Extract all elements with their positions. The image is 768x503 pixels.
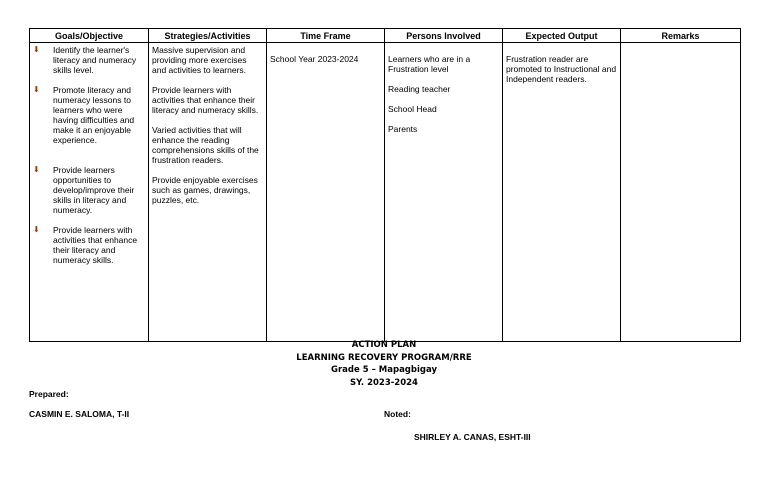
persons-cell xyxy=(385,43,503,342)
table-header-row xyxy=(30,29,741,43)
title-line-action-plan: ACTION PLAN xyxy=(351,340,417,350)
expected-output-cell xyxy=(503,43,621,342)
goal-item xyxy=(33,85,145,145)
header-remarks: Remarks xyxy=(621,29,741,43)
arrow-bullet-icon: ⬇︎ xyxy=(33,45,40,54)
strategy-text: Massive supervision and providing more exercises and activities to learners. xyxy=(152,45,247,75)
person-text: Learners who are in a Frustration level xyxy=(388,54,471,74)
prepared-label: Prepared: xyxy=(29,389,69,399)
arrow-bullet-icon: ⬇︎ xyxy=(33,165,40,174)
goal-item xyxy=(33,225,145,265)
goal-item xyxy=(33,45,145,75)
strategies-cell xyxy=(149,43,267,342)
arrow-bullet-icon: ⬇︎ xyxy=(33,225,40,234)
header-expected-output: Expected Output xyxy=(503,29,621,43)
title-line-program: LEARNING RECOVERY PROGRAM/RRE xyxy=(296,352,472,363)
title-line-grade: Grade 5 – Mapagbigay xyxy=(331,365,437,375)
strategy-text: Varied activities that will enhance the reading comprehensions skills of the frustration readers. xyxy=(152,125,259,165)
goal-text: Identify the learner's literacy and numeracy skills level. xyxy=(53,45,137,75)
goal-item xyxy=(33,165,145,215)
noted-label: Noted: xyxy=(384,409,411,419)
prepared-name: CASMIN E. SALOMA, T-II xyxy=(29,409,130,419)
person-text: Parents xyxy=(388,124,418,134)
goal-text: Promote literacy and numeracy lessons to learners who were having difficulties and make it an enjoyable experience. xyxy=(53,85,135,145)
action-plan-table xyxy=(29,28,741,342)
header-persons-involved: Persons Involved xyxy=(385,29,503,43)
time-frame-cell xyxy=(267,43,385,342)
remarks-cell xyxy=(621,43,741,342)
noted-name: SHIRLEY A. CANAS, ESHT-III xyxy=(414,432,531,442)
time-frame-text: School Year 2023-2024 xyxy=(270,54,359,64)
goal-text: Provide learners with activities that enhance their literacy and numeracy skills. xyxy=(53,225,138,265)
document-title xyxy=(0,339,768,389)
header-time-frame: Time Frame xyxy=(267,29,385,43)
arrow-bullet-icon: ⬇︎ xyxy=(33,85,40,94)
header-goals: Goals/Objective xyxy=(30,29,149,43)
title-line-school-year: SY. 2023-2024 xyxy=(350,377,418,388)
header-strategies: Strategies/Activities xyxy=(149,29,267,43)
table-row xyxy=(30,43,741,342)
strategy-text: Provide enjoyable exercises such as games, drawings, puzzles, etc. xyxy=(152,175,258,205)
person-text: Reading teacher xyxy=(388,84,451,94)
person-text: School Head xyxy=(388,104,437,114)
strategy-text: Provide learners with activities that enhance their literacy and numeracy skills. xyxy=(152,85,259,115)
goals-cell xyxy=(30,43,149,342)
goal-text: Provide learners opportunities to develop/improve their skills in literacy and numeracy. xyxy=(53,165,135,215)
expected-output-text: Frustration reader are promoted to Instructional and Independent readers. xyxy=(506,54,617,84)
